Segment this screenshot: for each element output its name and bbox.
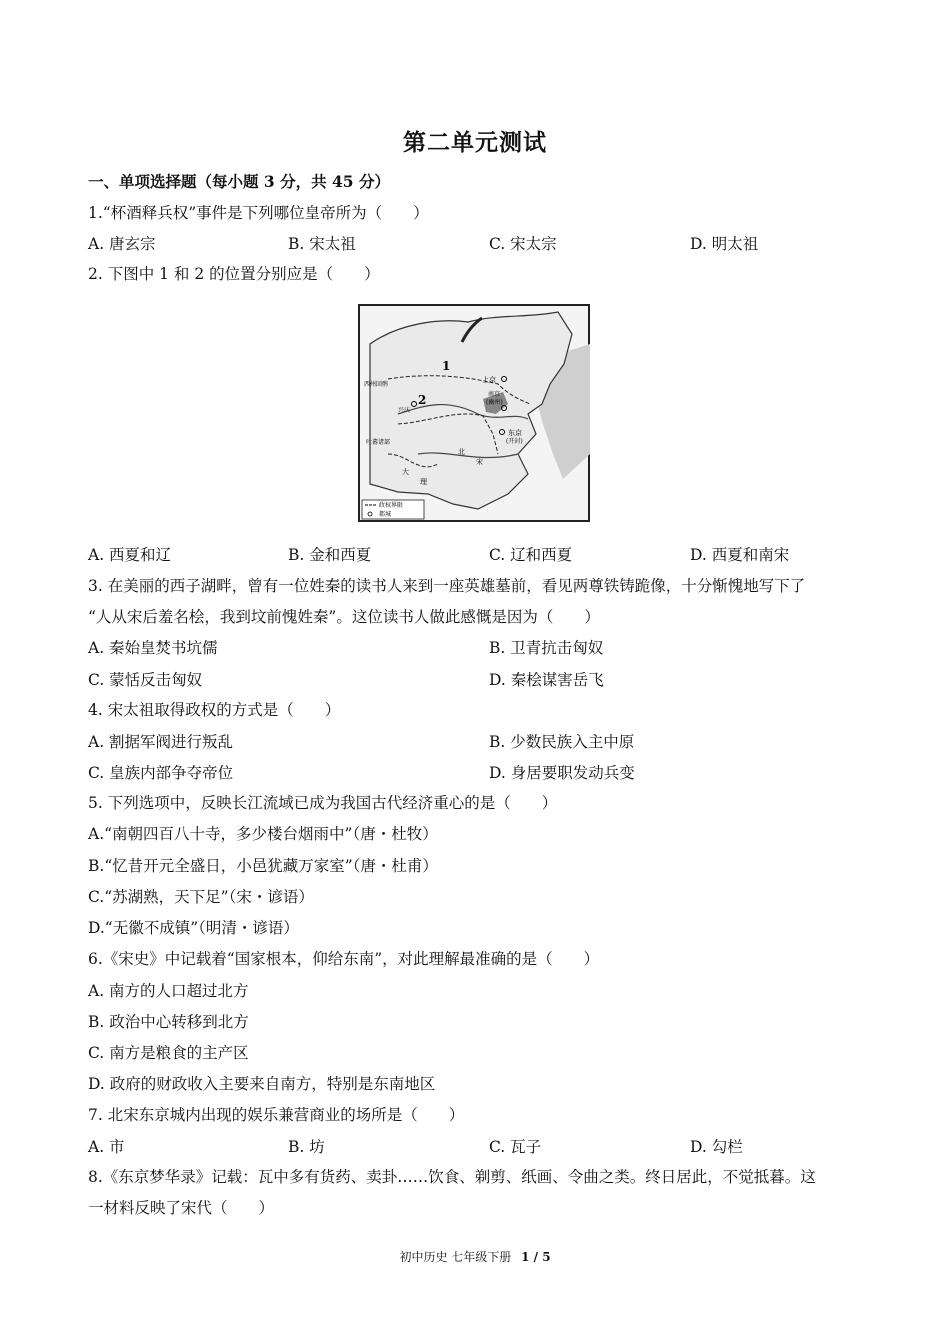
page-number: 1 / 5 bbox=[521, 1250, 551, 1264]
question-2-option-d: D. 西夏和南宋 bbox=[690, 546, 790, 564]
question-6-option-d: D. 政府的财政收入主要来自南方，特别是东南地区 bbox=[88, 1075, 436, 1093]
map-label-xingqing: 兴庆 bbox=[398, 407, 411, 414]
historical-map-figure bbox=[358, 304, 590, 522]
question-6-option-c: C. 南方是粮食的主产区 bbox=[88, 1044, 249, 1062]
page-footer bbox=[0, 1248, 950, 1265]
question-1-option-d: D. 明太祖 bbox=[690, 235, 759, 253]
question-2-option-c: C. 辽和西夏 bbox=[489, 546, 573, 564]
question-3-stem-line-1: 3. 在美丽的西子湖畔，曾有一位姓秦的读书人来到一座英雄墓前，看见两尊铁铸跪像，十分惭愧地写下了 bbox=[88, 577, 806, 595]
footer-text: 初中历史 七年级下册 bbox=[399, 1250, 512, 1264]
question-4-option-d: D. 身居要职发动兵变 bbox=[489, 764, 635, 782]
question-1-option-c: C. 宋太宗 bbox=[489, 235, 557, 253]
map-legend-border: 政权界限 bbox=[379, 502, 404, 509]
question-6-stem: 6.《宋史》中记载着“国家根本，仰给东南”，对此理解最准确的是（ ） bbox=[88, 950, 600, 968]
question-1-stem: 1.“杯酒释兵权”事件是下列哪位皇帝所为（ ） bbox=[88, 204, 429, 222]
section-heading: 一、单项选择题（每小题 3 分，共 45 分） bbox=[88, 172, 390, 191]
question-5-stem: 5. 下列选项中，反映长江流域已成为我国古代经济重心的是（ ） bbox=[88, 794, 558, 812]
map-label-xizhou-huihu: 西州回鹘 bbox=[364, 381, 389, 388]
question-7-option-c: C. 瓦子 bbox=[489, 1138, 542, 1156]
map-label-youzhou: (幽州) bbox=[486, 399, 503, 406]
question-7-option-a: A. 市 bbox=[88, 1138, 125, 1156]
map-label-da: 大 bbox=[402, 468, 409, 476]
map-label-1: 1 bbox=[442, 359, 451, 373]
map-label-dongjing: 东京 bbox=[508, 429, 522, 437]
question-8-stem-line-2: 一材料反映了宋代（ ） bbox=[88, 1199, 275, 1217]
question-5-option-a: A.“南朝四百八十寺，多少楼台烟雨中”（唐・杜牧） bbox=[88, 825, 438, 843]
question-6-option-a: A. 南方的人口超过北方 bbox=[88, 982, 249, 1000]
question-4-option-b: B. 少数民族入主中原 bbox=[489, 733, 635, 751]
map-label-kaifeng: (开封) bbox=[506, 438, 523, 445]
map-label-shangjing: 上京 bbox=[482, 376, 496, 384]
question-8-stem-line-1: 8.《东京梦华录》记载：瓦中多有货药、卖卦……饮食、剃剪、纸画、令曲之类。终日居此，不觉抵暮。这 bbox=[88, 1168, 816, 1186]
question-3-option-a: A. 秦始皇焚书坑儒 bbox=[88, 639, 218, 657]
page-title: 第二单元测试 bbox=[403, 129, 547, 156]
question-5-option-d: D.“无徽不成镇”（明清・谚语） bbox=[88, 919, 299, 937]
question-2-option-b: B. 金和西夏 bbox=[288, 546, 372, 564]
question-3-option-c: C. 蒙恬反击匈奴 bbox=[88, 671, 203, 689]
question-7-option-d: D. 勾栏 bbox=[690, 1138, 743, 1156]
question-1-option-b: B. 宋太祖 bbox=[288, 235, 356, 253]
question-5-option-b: B.“忆昔开元全盛日，小邑犹藏万家室”（唐・杜甫） bbox=[88, 857, 438, 875]
question-3-option-d: D. 秦桧谋害岳飞 bbox=[489, 671, 604, 689]
question-7-stem: 7. 北宋东京城内出现的娱乐兼营商业的场所是（ ） bbox=[88, 1106, 465, 1124]
question-4-option-a: A. 割据军阀进行叛乱 bbox=[88, 733, 234, 751]
map-label-2: 2 bbox=[418, 393, 427, 407]
question-7-option-b: B. 坊 bbox=[288, 1138, 325, 1156]
map-legend-capital: 都城 bbox=[379, 511, 392, 518]
map-label-nanjing: 南京 bbox=[488, 391, 501, 398]
map-label-bei: 北 bbox=[458, 448, 465, 456]
map-label-li: 理 bbox=[420, 478, 427, 486]
map-label-tubo: 吐蕃诸部 bbox=[366, 439, 391, 446]
question-3-option-b: B. 卫青抗击匈奴 bbox=[489, 639, 604, 657]
question-3-stem-line-2: “人从宋后羞名桧，我到坟前愧姓秦”。这位读书人做此感慨是因为（ ） bbox=[88, 608, 600, 626]
question-6-option-b: B. 政治中心转移到北方 bbox=[88, 1013, 249, 1031]
question-2-option-a: A. 西夏和辽 bbox=[88, 546, 172, 564]
question-4-option-c: C. 皇族内部争夺帝位 bbox=[88, 764, 234, 782]
map-label-song: 宋 bbox=[476, 458, 483, 466]
question-5-option-c: C.“苏湖熟，天下足”（宋・谚语） bbox=[88, 888, 314, 906]
question-4-stem: 4. 宋太祖取得政权的方式是（ ） bbox=[88, 701, 341, 719]
question-1-option-a: A. 唐玄宗 bbox=[88, 235, 156, 253]
question-2-stem: 2. 下图中 1 和 2 的位置分别应是（ ） bbox=[88, 265, 380, 283]
